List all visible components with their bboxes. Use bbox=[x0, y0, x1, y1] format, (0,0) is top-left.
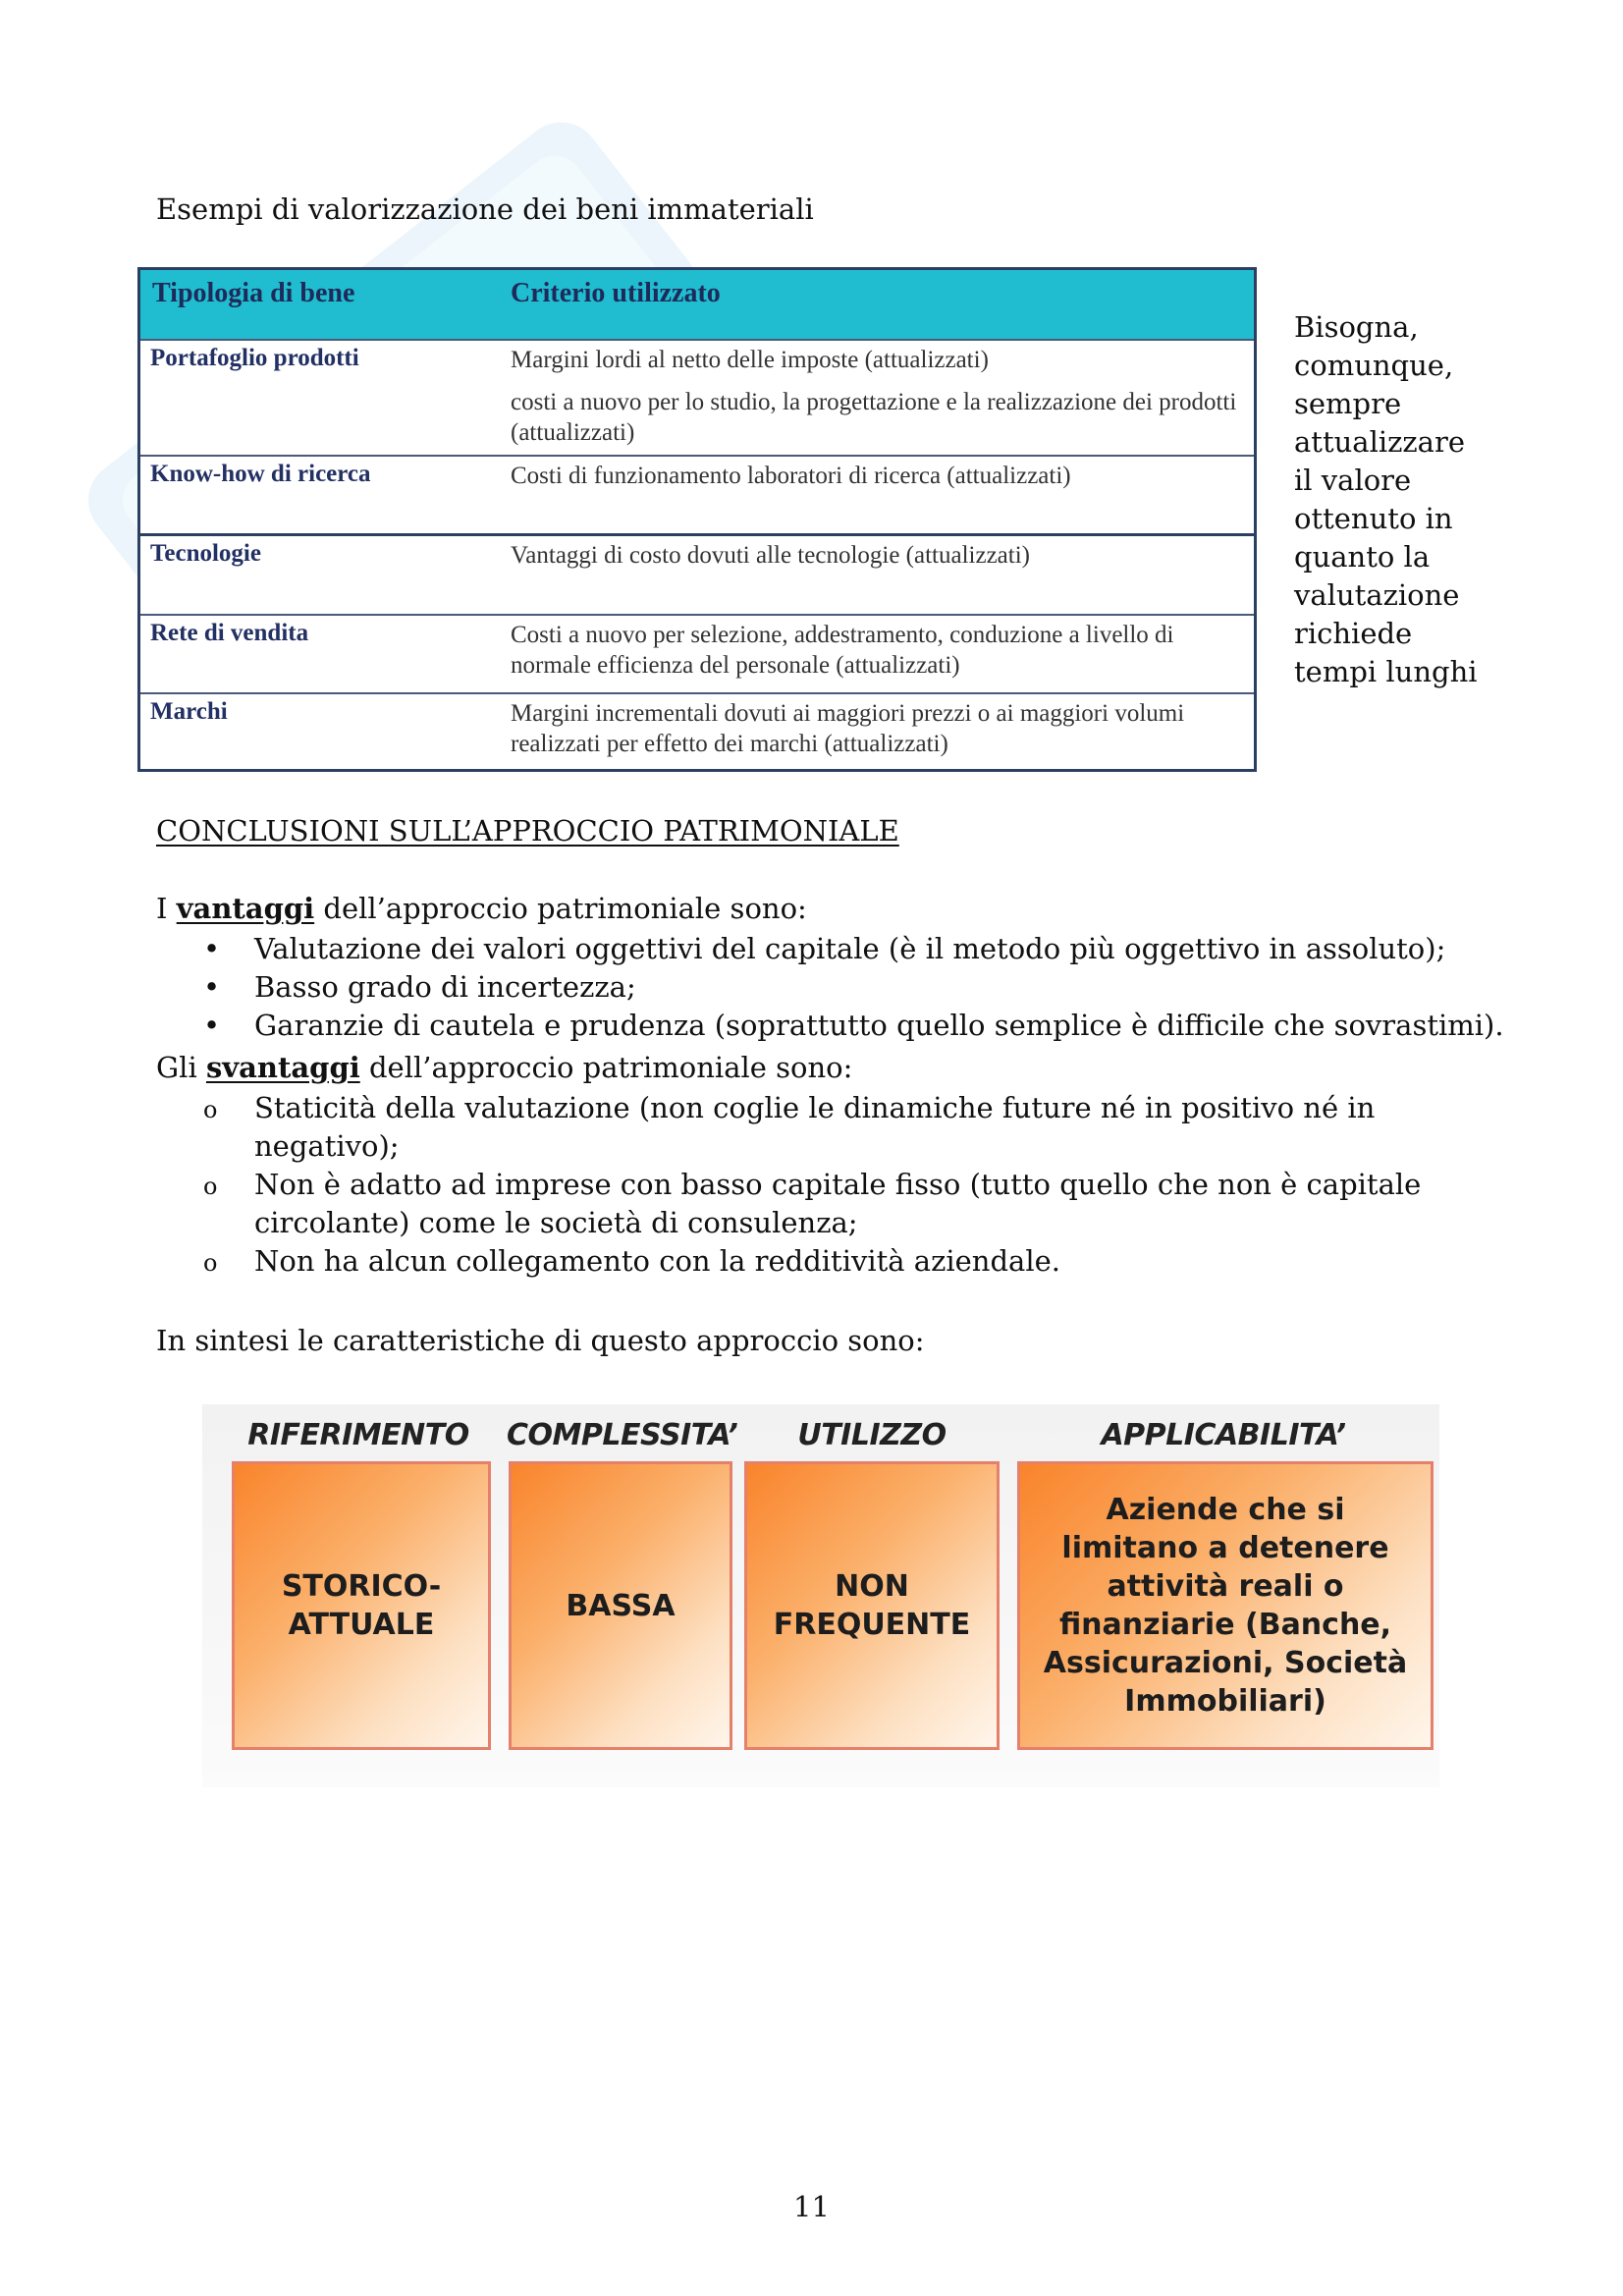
list-item: o Non è adatto ad imprese con basso capitale fisso (tutto quello che non è capitale circolante) come le società di consulenza; bbox=[203, 1168, 1422, 1239]
row-criterion: Costi a nuovo per selezione, addestramento, conduzione a livello di normale efficienza del personale (attualizzati) bbox=[511, 622, 1174, 679]
disadvantages-keyword: svantaggi bbox=[205, 1051, 360, 1084]
header-asset-type: Tipologia di bene bbox=[152, 278, 355, 308]
summary-label: APPLICABILITA’ bbox=[1101, 1418, 1346, 1452]
table-row bbox=[140, 339, 1254, 455]
row-criterion: Costi di funzionamento laboratori di ricerca (attualizzati) bbox=[511, 463, 1071, 489]
advantages-intro: I vantaggi dell’approccio patrimoniale sono: bbox=[156, 892, 807, 925]
summary-box-usage: NON FREQUENTE bbox=[744, 1461, 1000, 1750]
list-item: o Non ha alcun collegamento con la redditività aziendale. bbox=[156, 1242, 1433, 1281]
header-criterion: Criterio utilizzato bbox=[511, 278, 721, 308]
row-asset-type: Rete di vendita bbox=[150, 620, 309, 646]
summary-diagram bbox=[202, 1404, 1439, 1787]
list-item: • Basso grado di incertezza; bbox=[156, 968, 1531, 1007]
circle-bullet-icon: o bbox=[203, 1249, 218, 1277]
section-title: CONCLUSIONI SULL’APPROCCIO PATRIMONIALE bbox=[156, 814, 899, 847]
summary-label: COMPLESSITA’ bbox=[507, 1418, 738, 1452]
table-row bbox=[140, 614, 1254, 692]
summary-box-reference: STORICO-ATTUALE bbox=[232, 1461, 491, 1750]
advantages-keyword: vantaggi bbox=[176, 892, 315, 925]
bullet-icon: • bbox=[203, 932, 221, 965]
advantages-list bbox=[156, 930, 1531, 1045]
row-asset-type: Tecnologie bbox=[150, 540, 261, 567]
intangible-assets-table bbox=[137, 267, 1257, 772]
disadvantages-intro: Gli svantaggi dell’approccio patrimoniale sono: bbox=[156, 1051, 853, 1084]
circle-bullet-icon: o bbox=[203, 1096, 218, 1123]
table-header bbox=[140, 270, 1254, 339]
list-item: • Garanzie di cautela e prudenza (soprattutto quello semplice è difficile che sovrastimi). bbox=[156, 1007, 1531, 1045]
summary-label: RIFERIMENTO bbox=[247, 1418, 469, 1452]
row-asset-type: Know-how di ricerca bbox=[150, 461, 371, 487]
criterion-line: Margini lordi al netto delle imposte (attualizzati) bbox=[511, 347, 989, 373]
row-criterion: Vantaggi di costo dovuti alle tecnologie (attualizzati) bbox=[511, 542, 1030, 569]
summary-intro: In sintesi le caratteristiche di questo approccio sono: bbox=[156, 1324, 925, 1357]
row-asset-type: Marchi bbox=[150, 698, 228, 725]
summary-box-applicability: Aziende che si limitano a detenere attività reali o finanziarie (Banche, Assicurazioni, Società Immobiliari) bbox=[1017, 1461, 1434, 1750]
table-row bbox=[140, 692, 1254, 759]
row-asset-type: Portafoglio prodotti bbox=[150, 345, 359, 371]
row-criterion bbox=[499, 341, 1254, 455]
disadvantages-list bbox=[156, 1089, 1433, 1281]
table-row bbox=[140, 533, 1254, 614]
side-note: Bisogna, comunque, sempre attualizzare il valore ottenuto in quanto la valutazione richiede tempi lunghi bbox=[1294, 310, 1478, 688]
summary-label: UTILIZZO bbox=[797, 1418, 947, 1452]
table-row bbox=[140, 455, 1254, 533]
bullet-icon: • bbox=[203, 1009, 221, 1042]
summary-box-complexity: BASSA bbox=[509, 1461, 732, 1750]
intro-text: Esempi di valorizzazione dei beni immateriali bbox=[156, 192, 814, 226]
circle-bullet-icon: o bbox=[203, 1173, 218, 1200]
row-criterion: Margini incrementali dovuti ai maggiori prezzi o ai maggiori volumi realizzati per effetto dei marchi (attualizzati) bbox=[511, 700, 1185, 757]
list-item: • Valutazione dei valori oggettivi del capitale (è il metodo più oggettivo in assoluto); bbox=[156, 930, 1531, 968]
bullet-icon: • bbox=[203, 970, 221, 1004]
list-item: o Staticità della valutazione (non coglie le dinamiche future né in positivo né in negativo); bbox=[203, 1091, 1376, 1163]
criterion-line: costi a nuovo per lo studio, la progettazione e la realizzazione dei prodotti (attualizzati) bbox=[511, 389, 1237, 446]
page-number: 11 bbox=[793, 2190, 830, 2223]
